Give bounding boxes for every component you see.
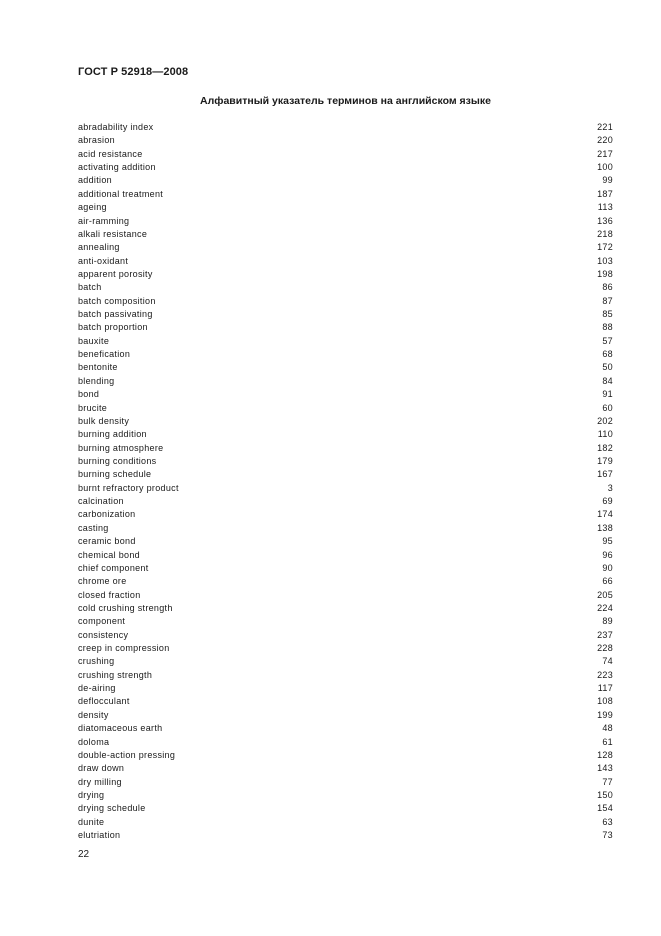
index-page-ref: 48 [602,723,613,734]
index-term: batch proportion [78,322,148,333]
index-page-ref: 100 [597,162,613,173]
index-entry [78,776,613,789]
index-entry [78,495,613,508]
index-entry [78,655,613,668]
index-entry [78,802,613,815]
index-entry [78,348,613,361]
index-entry [78,642,613,655]
index-term: cold crushing strength [78,602,173,613]
index-term: casting [78,522,109,533]
index-entry [78,228,613,241]
index-page-ref: 88 [602,322,613,333]
index-page-ref: 143 [597,763,613,774]
index-term: deflocculant [78,696,130,707]
index-term: additional treatment [78,188,164,199]
index-term: crushing strength [78,669,153,680]
index-entry [78,629,613,642]
index-page-ref: 103 [597,255,613,266]
index-entry [78,388,613,401]
index-page-ref: 172 [597,242,613,253]
index-term: double-action pressing [78,749,176,760]
index-term: carbonization [78,509,136,520]
index-page-ref: 218 [597,228,613,239]
index-page-ref: 91 [602,389,613,400]
index-page-ref: 167 [597,469,613,480]
index-term: elutriation [78,830,121,841]
index-page-ref: 128 [597,749,613,760]
index-entry [78,829,613,842]
index-page-ref: 95 [602,536,613,547]
index-term: diatomaceous earth [78,723,163,734]
term-index-list [78,121,613,842]
index-page-ref: 60 [602,402,613,413]
index-page-ref: 174 [597,509,613,520]
index-page-ref: 77 [602,776,613,787]
index-term: batch composition [78,295,156,306]
index-entry [78,428,613,441]
index-page-ref: 182 [597,442,613,453]
index-entry [78,335,613,348]
index-entry [78,361,613,374]
page-number: 22 [78,849,90,860]
index-page-ref: 66 [602,576,613,587]
index-term: batch passivating [78,309,153,320]
index-term: calcination [78,496,124,507]
index-term: batch [78,282,102,293]
index-page-ref: 61 [602,736,613,747]
index-page-ref: 50 [602,362,613,373]
index-entry [78,402,613,415]
index-entry [78,308,613,321]
index-page-ref: 110 [597,429,613,440]
index-page-ref: 228 [597,643,613,654]
index-page-ref: 199 [597,709,613,720]
index-entry [78,789,613,802]
index-term: creep in compression [78,643,170,654]
index-entry [78,321,613,334]
index-term: air-ramming [78,215,130,226]
index-term: drying [78,789,105,800]
index-entry [78,762,613,775]
index-term: ageing [78,202,107,213]
index-page-ref: 68 [602,349,613,360]
index-page-ref: 223 [597,669,613,680]
index-term: annealing [78,242,120,253]
index-term: alkali resistance [78,228,148,239]
index-page-ref: 108 [597,696,613,707]
index-page-ref: 150 [597,789,613,800]
index-term: chemical bond [78,549,140,560]
index-page-ref: 217 [597,148,613,159]
index-term: blending [78,375,115,386]
index-term: consistency [78,629,129,640]
index-entry [78,174,613,187]
index-page-ref: 96 [602,549,613,560]
index-page-ref: 84 [602,375,613,386]
index-term: density [78,709,109,720]
index-term: abrasion [78,135,115,146]
index-page-ref: 90 [602,562,613,573]
index-page-ref: 3 [607,482,613,493]
index-entry [78,615,613,628]
index-page-ref: 69 [602,496,613,507]
index-entry [78,161,613,174]
index-term: burnt refractory product [78,482,179,493]
index-page-ref: 198 [597,268,613,279]
index-page-ref: 154 [597,803,613,814]
index-term: dunite [78,816,105,827]
index-term: component [78,616,126,627]
index-entry [78,295,613,308]
index-term: apparent porosity [78,268,153,279]
index-entry [78,468,613,481]
index-term: closed fraction [78,589,141,600]
index-entry [78,415,613,428]
index-page-ref: 99 [602,175,613,186]
index-page-ref: 87 [602,295,613,306]
index-entry [78,188,613,201]
index-page-ref: 224 [597,602,613,613]
index-term: ceramic bond [78,536,136,547]
index-entry [78,508,613,521]
index-term: chief component [78,562,149,573]
index-entry [78,695,613,708]
index-term: dry milling [78,776,122,787]
index-page-ref: 220 [597,135,613,146]
index-page-ref: 205 [597,589,613,600]
index-term: bentonite [78,362,118,373]
index-entry [78,442,613,455]
index-page-ref: 202 [597,415,613,426]
index-page-ref: 89 [602,616,613,627]
index-term: burning conditions [78,455,157,466]
index-entry [78,816,613,829]
index-entry [78,736,613,749]
index-term: acid resistance [78,148,143,159]
index-term: burning atmosphere [78,442,164,453]
document-code: ГОСТ Р 52918—2008 [78,66,189,78]
index-entry [78,669,613,682]
index-entry [78,575,613,588]
index-page-ref: 63 [602,816,613,827]
index-entry [78,121,613,134]
index-page-ref: 187 [597,188,613,199]
index-term: bauxite [78,335,110,346]
page-title: Алфавитный указатель терминов на английском языке [200,95,491,107]
index-term: chrome ore [78,576,127,587]
index-entry [78,549,613,562]
index-page-ref: 237 [597,629,613,640]
index-page-ref: 138 [597,522,613,533]
index-term: doloma [78,736,110,747]
index-entry [78,482,613,495]
index-entry [78,241,613,254]
index-entry [78,522,613,535]
index-term: anti-oxidant [78,255,129,266]
index-page-ref: 57 [602,335,613,346]
index-page-ref: 73 [602,830,613,841]
index-term: benefication [78,349,131,360]
index-term: crushing [78,656,115,667]
index-entry [78,749,613,762]
index-term: burning schedule [78,469,152,480]
index-entry [78,535,613,548]
index-entry [78,589,613,602]
index-page-ref: 74 [602,656,613,667]
index-term: addition [78,175,112,186]
index-term: de-airing [78,683,116,694]
index-entry [78,215,613,228]
index-entry [78,281,613,294]
index-entry [78,268,613,281]
index-entry [78,148,613,161]
index-entry [78,722,613,735]
index-page-ref: 179 [597,455,613,466]
index-term: abradability index [78,122,154,132]
index-page-ref: 221 [597,122,613,132]
index-entry [78,201,613,214]
index-page-ref: 86 [602,282,613,293]
index-term: draw down [78,763,125,774]
index-entry [78,255,613,268]
index-page-ref: 117 [597,683,613,694]
index-entry [78,562,613,575]
index-page-ref: 85 [602,309,613,320]
index-entry [78,602,613,615]
index-entry [78,455,613,468]
index-term: bond [78,389,100,400]
index-term: bulk density [78,415,130,426]
index-entry [78,134,613,147]
index-term: burning addition [78,429,147,440]
index-entry [78,709,613,722]
index-page-ref: 136 [597,215,613,226]
index-entry [78,375,613,388]
index-page-ref: 113 [597,202,613,213]
index-entry [78,682,613,695]
index-term: brucite [78,402,108,413]
index-term: drying schedule [78,803,146,814]
index-term: activating addition [78,162,156,173]
